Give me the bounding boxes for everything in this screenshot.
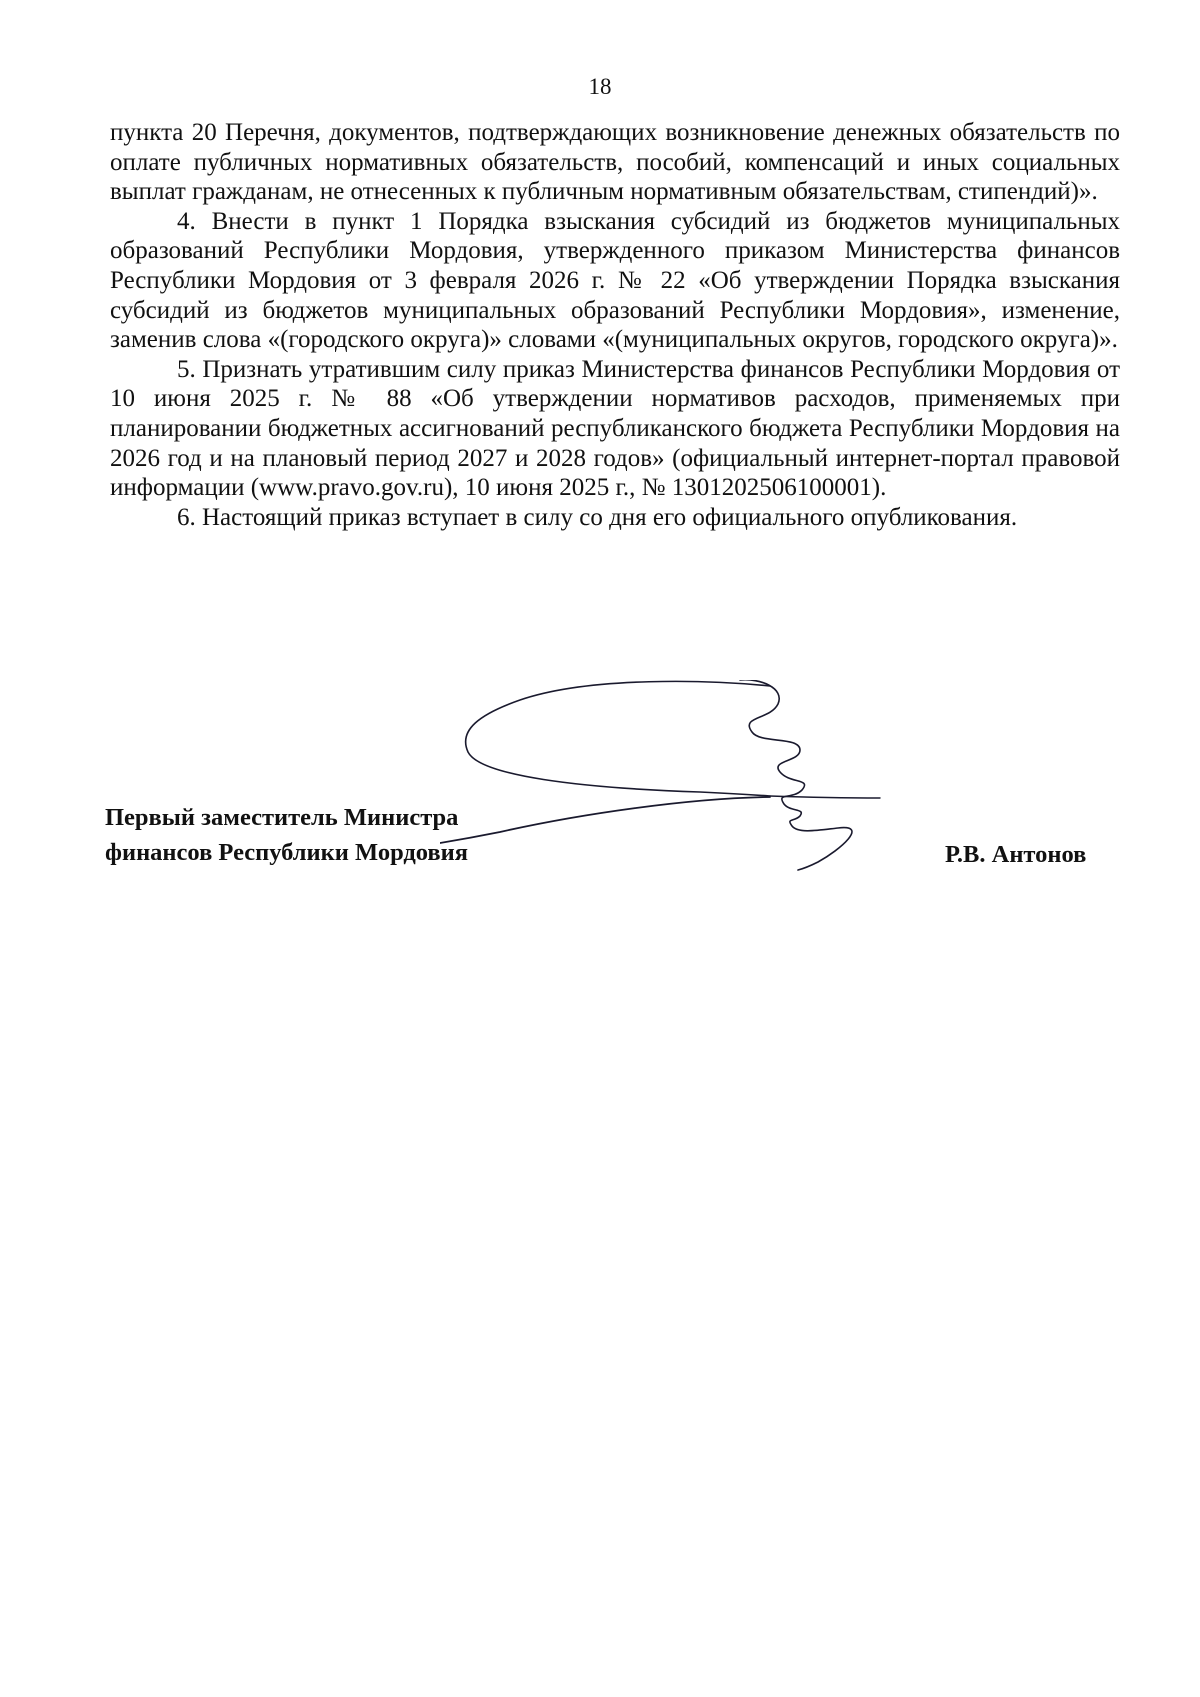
paragraph-item-5: 5. Признать утратившим силу приказ Министерства финансов Республики Мордовия от 10 июня 2025 г. № 88 «Об утверждении нормативов расходов, применяемых при планировании бюджетных ассигнований республиканского бюджета Республики Мордовия на 2026 год и на плановый период 2027 и 2028 годов» (официальный интернет-портал правовой информации (www.pravo.gov.ru), 10 июня 2025 г., № 1301202506100001). [110,355,1120,502]
paragraph-item-4: 4. Внести в пункт 1 Порядка взыскания субсидий из бюджетов муниципальных образований Республики Мордовия, утвержденного приказом Министерства финансов Республики Мордовия от 3 февраля 2026 г. № 22 «Об утверждении Порядка взыскания субсидий из бюджетов муниципальных образований Республики Мордовия», изменение, заменив слова «(городского округа)» словами «(муниципальных округов, городского округа)». [110,207,1120,354]
paragraph-item-6: 6. Настоящий приказ вступает в силу со дня его официального опубликования. [177,503,1018,531]
signatory-title-line1: Первый заместитель Министра [105,804,459,831]
signatory-title-line2: финансов Республики Мордовия [105,839,469,866]
signatory-title [105,800,468,870]
handwritten-signature [440,680,980,920]
page-number: 18 [588,74,612,99]
document-body [110,118,1120,532]
paragraph-continuation: пункта 20 Перечня, документов, подтверждающих возникновение денежных обязательств по оплате публичных нормативных обязательств, пособий, компенсаций и иных социальных выплат гражданам, не отнесенных к публичным нормативным обязательствам, стипендий)». [110,119,1120,206]
signatory-name: Р.В. Антонов [945,841,1087,868]
